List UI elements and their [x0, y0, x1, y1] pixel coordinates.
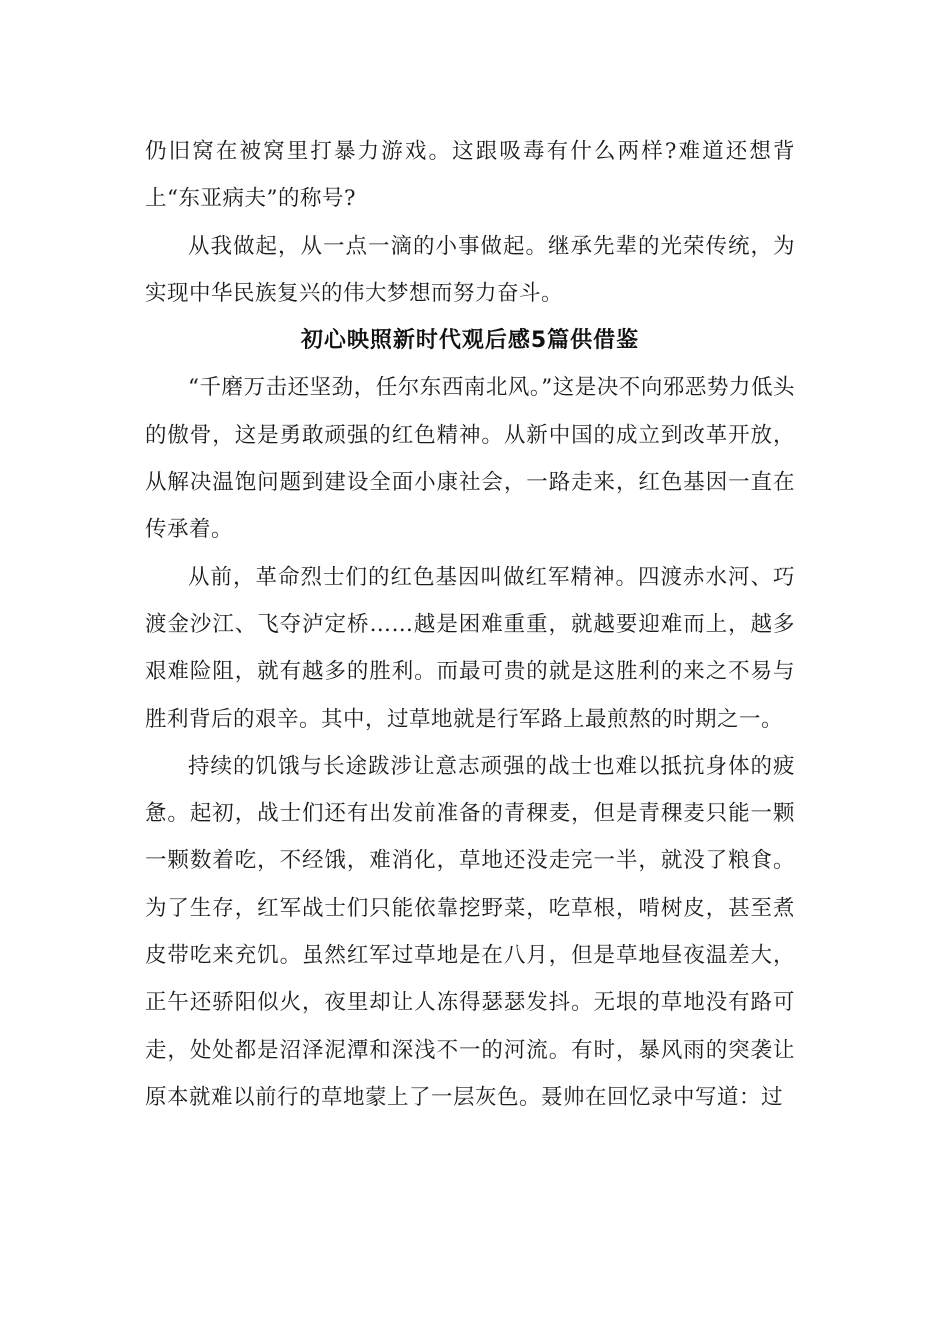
paragraph-grassland: 持续的饥饿与长途跋涉让意志顽强的战士也难以抵抗身体的疲惫。起初，战士们还有出发前准备的青稞麦，但是青稞麦只能一颗一颗数着吃，不经饿，难消化，草地还没走完一半，就没了粮食。为了生存，红军战士们只能依靠挖野菜，吃草根，啃树皮，甚至煮皮带吃来充饥。虽然红军过草地是在八月，但是草地昼夜温差大，正午还骄阳似火，夜里却让人冻得瑟瑟发抖。无垠的草地没有路可走，处处都是沼泽泥潭和深浅不一的河流。有时，暴风雨的突袭让原本就难以前行的草地蒙上了一层灰色。聂帅在回忆录中写道：过: [145, 753, 795, 1110]
paragraph-poem-intro: “千磨万击还坚劲，任尔东西南北风。”这是决不向邪恶势力低头的傲骨，这是勇敢顽强的红色精神。从新中国的成立到改革开放，从解决温饱问题到建设全面小康社会，一路走来，红色基因一直在传承着。: [145, 375, 795, 543]
section-heading: 初心映照新时代观后感5篇供借鉴: [300, 328, 640, 354]
paragraph-continuation: 仍旧窝在被窝里打暴力游戏。这跟吸毒有什么两样?难道还想背上“东亚病夫”的称号?: [145, 139, 795, 212]
paragraph-red-army: 从前，革命烈士们的红色基因叫做红军精神。四渡赤水河、巧渡金沙江、飞夺泸定桥……越是困难重重，就越要迎难而上，越多艰难险阻，就有越多的胜利。而最可贵的就是这胜利的来之不易与胜利背后的艰辛。其中，过草地就是行军路上最煎熬的时期之一。: [145, 564, 795, 732]
document-body: [145, 128, 795, 1121]
paragraph-conclusion: 从我做起，从一点一滴的小事做起。继承先辈的光荣传统，为实现中华民族复兴的伟大梦想而努力奋斗。: [145, 233, 795, 306]
